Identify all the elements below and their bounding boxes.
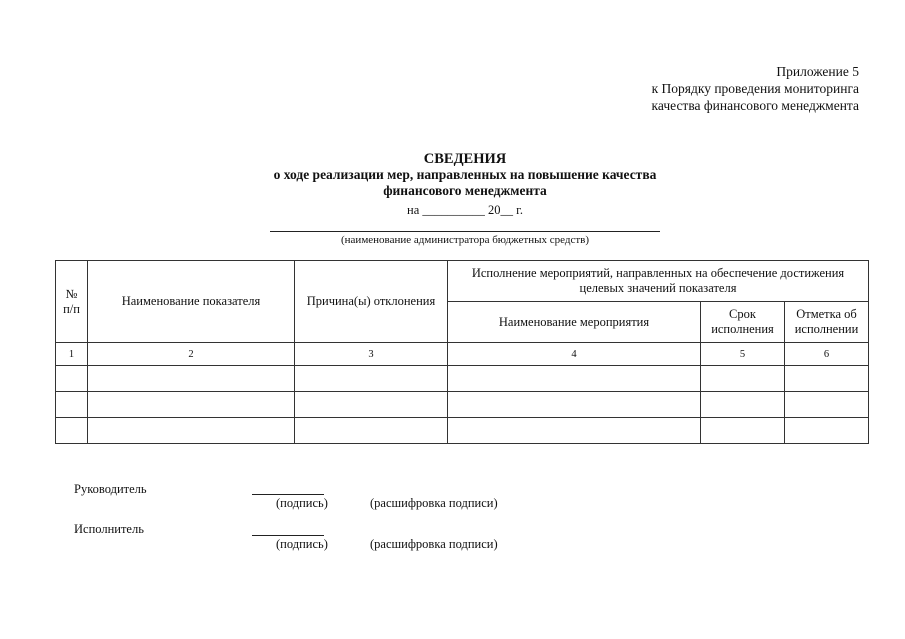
header-reason: Причина(ы) отклонения	[295, 261, 448, 343]
head-decode-caption: (расшифровка подписи)	[370, 496, 498, 510]
table-cell	[88, 392, 295, 418]
table-row	[56, 366, 869, 392]
head-signature-line	[252, 494, 324, 495]
document-title	[215, 151, 715, 199]
table-cell	[701, 392, 785, 418]
table-cell	[56, 366, 88, 392]
col-number: 3	[295, 343, 448, 366]
appendix-header	[559, 63, 859, 114]
admin-caption: (наименование администратора бюджетных средств)	[341, 234, 589, 246]
col-number: 1	[56, 343, 88, 366]
executor-decode-caption: (расшифровка подписи)	[370, 537, 498, 551]
table-cell	[448, 392, 701, 418]
appendix-line-1: Приложение 5	[776, 64, 859, 79]
table-row	[56, 418, 869, 444]
table-cell	[785, 366, 869, 392]
table-cell	[448, 366, 701, 392]
header-execution-group: Исполнение мероприятий, направленных на обеспечение достижения целевых значений показателя	[448, 261, 869, 302]
table-cell	[701, 366, 785, 392]
table-cell	[785, 392, 869, 418]
report-table	[55, 260, 869, 444]
head-sign-caption: (подпись)	[276, 496, 328, 510]
col-number: 5	[701, 343, 785, 366]
executor-sign-caption: (подпись)	[276, 537, 328, 551]
table-cell	[56, 392, 88, 418]
title-main: СВЕДЕНИЯ	[423, 151, 507, 167]
col-number: 6	[785, 343, 869, 366]
table-cell	[295, 418, 448, 444]
table-cell	[56, 418, 88, 444]
table-cell	[88, 418, 295, 444]
admin-name-line	[270, 231, 660, 232]
executor-label: Исполнитель	[74, 522, 144, 536]
title-line-3: финансового менеджмента	[383, 183, 547, 198]
header-deadline: Срок исполнения	[701, 302, 785, 343]
executor-signature-line	[252, 535, 324, 536]
col-number: 2	[88, 343, 295, 366]
title-line-2: о ходе реализации мер, направленных на повышение качества	[273, 167, 657, 182]
header-indicator: Наименование показателя	[88, 261, 295, 343]
head-label: Руководитель	[74, 482, 147, 496]
col-number: 4	[448, 343, 701, 366]
table-cell	[88, 366, 295, 392]
column-number-row	[56, 343, 869, 366]
table-cell	[295, 392, 448, 418]
header-mark: Отметка об исполнении	[785, 302, 869, 343]
header-measure-name: Наименование мероприятия	[448, 302, 701, 343]
appendix-line-2: к Порядку проведения мониторинга	[651, 81, 859, 96]
table-cell	[448, 418, 701, 444]
appendix-line-3: качества финансового менеджмента	[651, 98, 859, 113]
header-num: № п/п	[56, 261, 88, 343]
date-line: на __________ 20__ г.	[407, 203, 523, 217]
table-row	[56, 392, 869, 418]
table-cell	[295, 366, 448, 392]
table-cell	[785, 418, 869, 444]
table-cell	[701, 418, 785, 444]
